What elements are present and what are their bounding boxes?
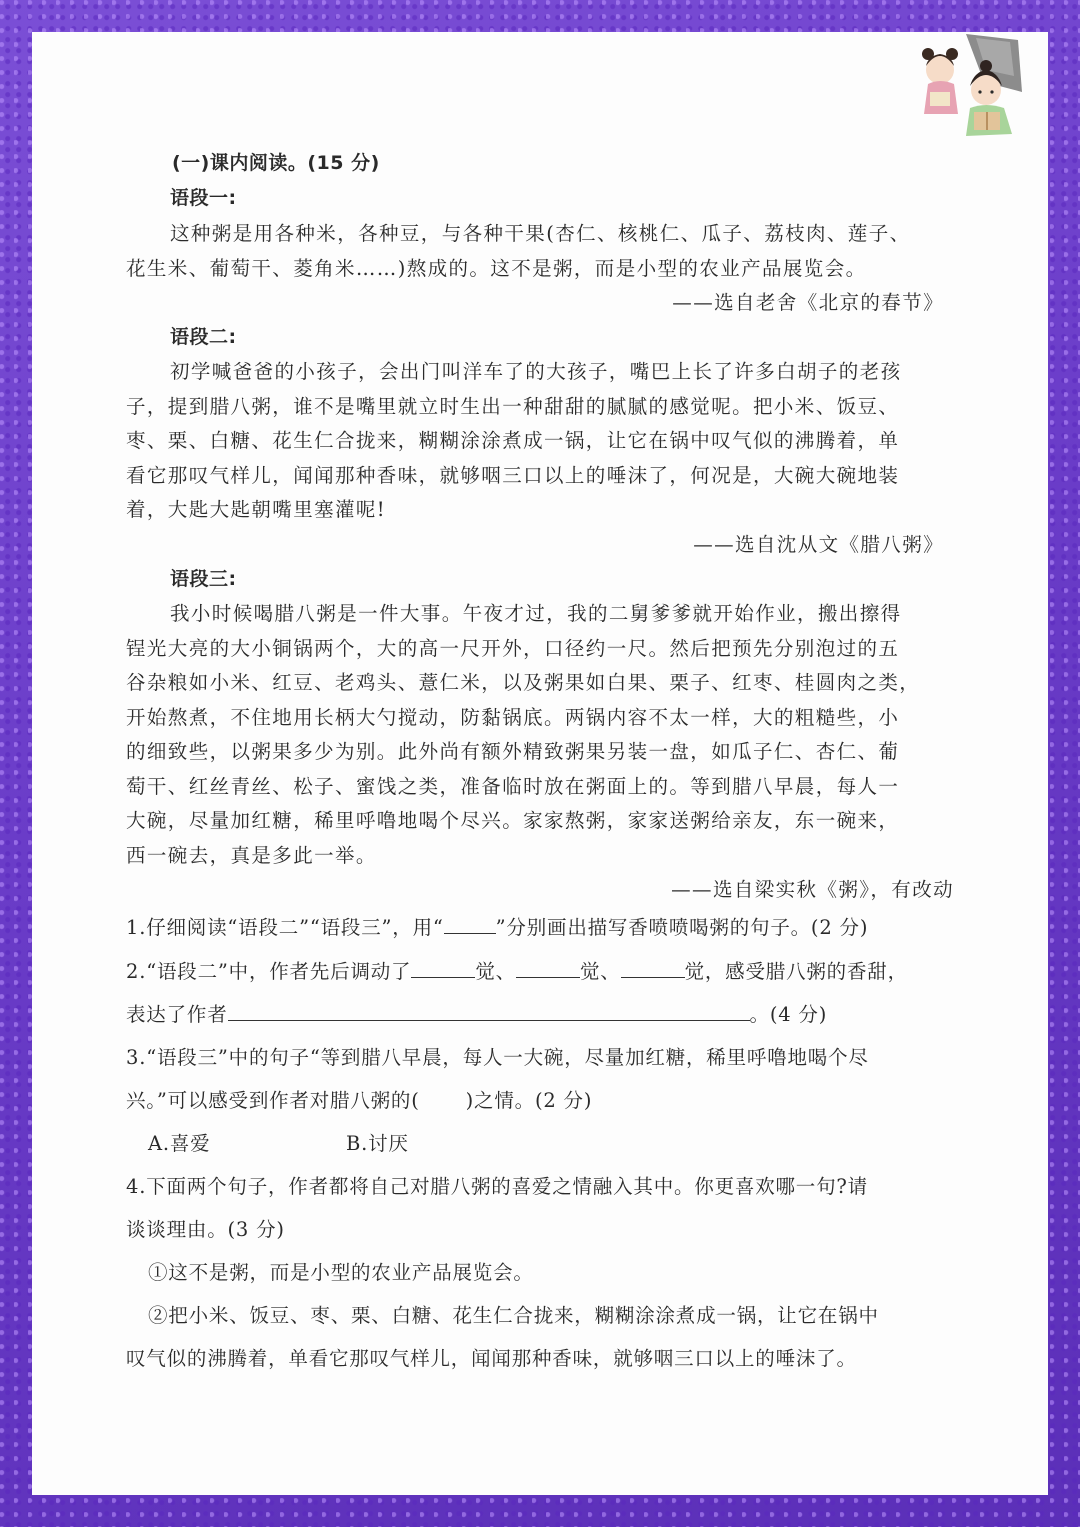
- passage-2-source: ——选自沈从文《腊八粥》: [693, 533, 944, 556]
- answer-blank[interactable]: [411, 959, 475, 978]
- passage-3-line: 的细致些，以粥果多少为别。此外尚有额外精致粥果另装一盘，如瓜子仁、杏仁、葡: [126, 740, 900, 763]
- worksheet-paper: [32, 32, 1048, 1495]
- passage-3-line: 萄干、红丝青丝、松子、蜜饯之类，准备临时放在粥面上的。等到腊八早晨，每人一: [126, 775, 900, 798]
- sentence-2: ②把小米、饭豆、枣、栗、白糖、花生仁合拢来，糊糊涂涂煮成一锅，让它在锅中: [148, 1304, 879, 1327]
- passage-3-heading: 语段三:: [170, 568, 237, 590]
- passage-2-line: 枣、栗、白糖、花生仁合拢来，糊糊涂涂煮成一锅，让它在锅中叹气似的沸腾着，单: [126, 429, 900, 452]
- question-3-cont: [126, 1085, 592, 1113]
- passage-3-line: 大碗，尽量加红糖，稀里呼噜地喝个尽兴。家家熬粥，家家送粥给亲友，东一碗来，: [126, 809, 900, 832]
- question-2-text: 。(4 分): [749, 1003, 828, 1026]
- sentence-1: ①这不是粥，而是小型的农业产品展览会。: [148, 1261, 534, 1284]
- passage-3-line: 我小时候喝腊八粥是一件大事。午夜才过，我的二舅爹爹就开始作业，搬出擦得: [170, 602, 902, 625]
- question-2-text: 表达了作者: [126, 1003, 228, 1026]
- passage-3-line: 谷杂粮如小米、红豆、老鸡头、薏仁米，以及粥果如白果、栗子、红枣、桂圆肉之类，: [126, 671, 921, 694]
- question-1-text: ”分别画出描写香喷喷喝粥的句子。(2 分): [495, 916, 869, 939]
- answer-blank[interactable]: [621, 959, 685, 978]
- passage-2-line: 初学喊爸爸的小孩子，会出门叫洋车了的大孩子，嘴巴上长了许多白胡子的老孩: [170, 360, 902, 383]
- passage-1-source: ——选自老舍《北京的春节》: [672, 291, 944, 314]
- option-a[interactable]: A.喜爱: [148, 1132, 211, 1155]
- option-b[interactable]: B.讨厌: [346, 1132, 409, 1155]
- question-2-cont: [126, 999, 827, 1027]
- passage-3-line: 开始熬煮，不住地用长柄大勺搅动，防黏锅底。两锅内容不太一样，大的粗糙些，小: [126, 706, 900, 729]
- passage-2-heading: 语段二:: [170, 326, 237, 348]
- answer-blank[interactable]: [228, 1002, 750, 1021]
- question-1-text: 1.仔细阅读“语段二”“语段三”，用“: [126, 916, 444, 939]
- passage-3-line: 锃光大亮的大小铜锅两个，大的高一尺开外，口径约一尺。然后把预先分别泡过的五: [126, 637, 900, 660]
- question-3-text: 兴。”可以感受到作者对腊八粥的(: [126, 1089, 420, 1112]
- question-3: 3.“语段三”中的句子“等到腊八早晨，每人一大碗，尽量加红糖，稀里呼噜地喝个尽: [126, 1046, 869, 1069]
- passage-1-line: 这种粥是用各种米，各种豆，与各种干果(杏仁、核桃仁、瓜子、荔枝肉、莲子、: [170, 222, 911, 245]
- sentence-2-cont: 叹气似的沸腾着，单看它那叹气样儿，闻闻那种香味，就够咽三口以上的唾沫了。: [126, 1347, 857, 1370]
- question-2-text: 觉，感受腊八粥的香甜，: [684, 960, 908, 983]
- passage-1-line: 花生米、葡萄干、菱角米……)熬成的。这不是粥，而是小型的农业产品展览会。: [126, 257, 867, 280]
- question-3-text: )之情。(2 分): [465, 1089, 593, 1112]
- passage-2-line: 看它那叹气样儿，闻闻那种香味，就够咽三口以上的唾沫了，何况是，大碗大碗地装: [126, 464, 900, 487]
- worksheet-content: [32, 32, 1048, 1495]
- question-4: 4.下面两个句子，作者都将自己对腊八粥的喜爱之情融入其中。你更喜欢哪一句?请: [126, 1175, 868, 1198]
- question-2: [126, 956, 908, 984]
- question-2-text: 觉、: [579, 960, 621, 983]
- question-2-text: 觉、: [475, 960, 516, 983]
- answer-blank[interactable]: [516, 959, 580, 978]
- passage-2-line: 子，提到腊八粥，谁不是嘴里就立时生出一种甜甜的腻腻的感觉呢。把小米、饭豆、: [126, 395, 900, 418]
- passage-3-source: ——选自梁实秋《粥》，有改动: [671, 878, 954, 901]
- passage-1-heading: 语段一:: [170, 187, 237, 209]
- question-4-cont: 谈谈理由。(3 分): [126, 1218, 285, 1241]
- section-title: (一)课内阅读。(15 分): [172, 152, 380, 174]
- question-2-text: 2.“语段二”中，作者先后调动了: [126, 960, 412, 983]
- passage-2-line: 着，大匙大匙朝嘴里塞灌呢!: [126, 498, 387, 521]
- passage-3-line: 西一碗去，真是多此一举。: [126, 844, 377, 867]
- answer-blank[interactable]: [444, 915, 496, 934]
- question-1: [126, 912, 868, 940]
